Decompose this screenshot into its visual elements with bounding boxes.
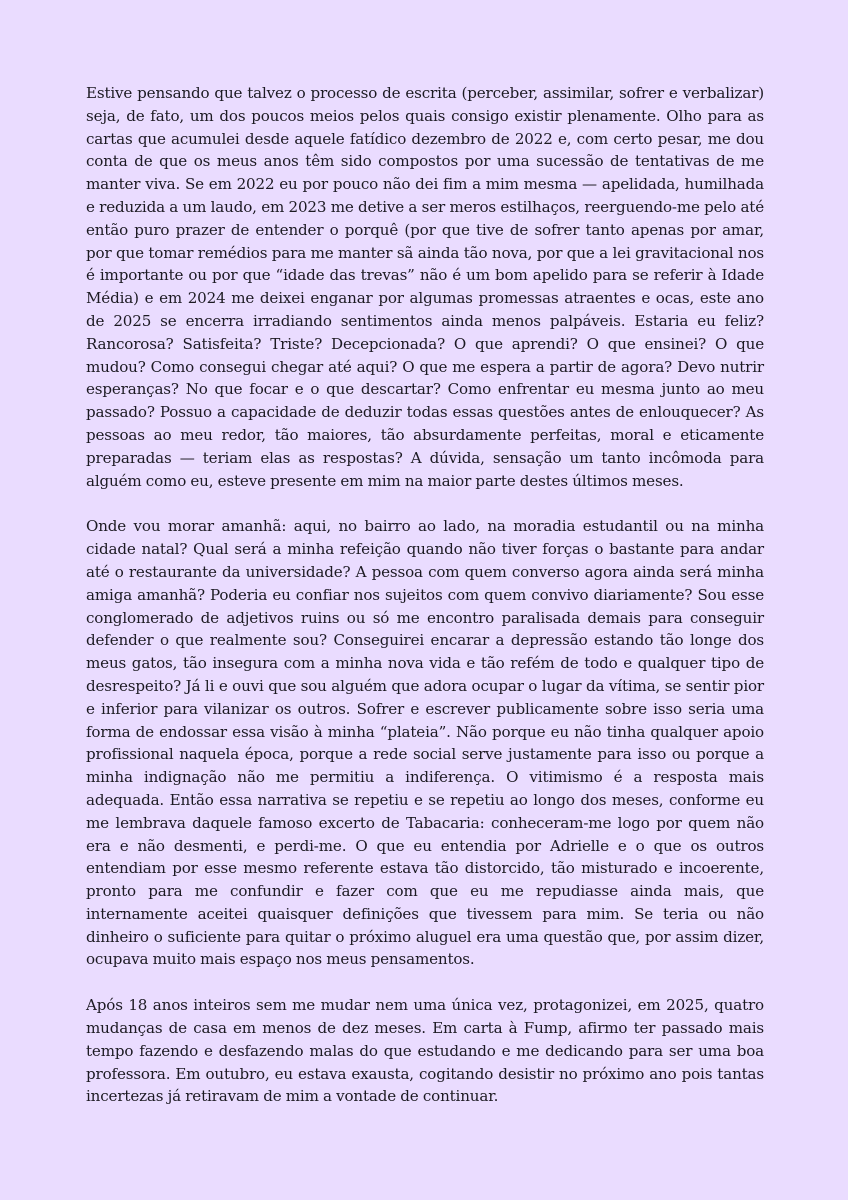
paragraph-1: Estive pensando que talvez o processo de escrita (perceber, assimilar, sofrer e verbalizar) seja, de fato, um dos poucos meios pelos quais consigo existir plenamente. Olho para as cartas que acumulei desde aquele fatídico dezembro de 2022 e, com certo pesar, me dou conta de que os meus anos têm sido compostos por uma sucessão de tentativas de me manter viva. Se em 2022 eu por pouco não dei fim a mim mesma — apelidada, humilhada e reduzida a um laudo, em 2023 me detive a ser meros estilhaços, reerguendo-me pelo até então puro prazer de entender o porquê (por que tive de sofrer tanto apenas por amar, por que tomar remédios para me manter sã ainda tão nova, por que a lei gravitacional nos é importante ou por que “idade das trevas” não é um bom apelido para se referir à Idade Média) e em 2024 me deixei enganar por algumas promessas atraentes e ocas, este ano de 2025 se encerra irradiando sentimentos ainda menos palpáveis. Estaria eu feliz? Rancorosa? Satisfeita? Triste? Decepcionada? O que aprendi? O que ensinei? O que mudou? Como consegui chegar até aqui? O que me espera a partir de agora? Devo nutrir esperanças? No que focar e o que descartar? Como enfrentar eu mesma junto ao meu passado? Possuo a capacidade de deduzir todas essas questões antes de enlouquecer? As pessoas ao meu redor, tão maiores, tão absurdamente perfeitas, moral e eticamente preparadas — teriam elas as respostas? A dúvida, sensação um tanto incômoda para alguém como eu, esteve presente em mim na maior parte destes últimos meses. <box>86 84 764 490</box>
paragraph-3: Após 18 anos inteiros sem me mudar nem uma única vez, protagonizei, em 2025, quatro mudanças de casa em menos de dez meses. Em carta à Fump, afirmo ter passado mais tempo fazendo e desfazendo malas do que estudando e me dedicando para ser uma boa professora. Em outubro, eu estava exausta, cogitando desistir no próximo ano pois tantas incertezas já retiravam de mim a vontade de continuar. <box>86 996 764 1106</box>
paragraph-2: Onde vou morar amanhã: aqui, no bairro ao lado, na moradia estudantil ou na minha cidade natal? Qual será a minha refeição quando não tiver forças o bastante para andar até o restaurante da universidade? A pessoa com quem converso agora ainda será minha amiga amanhã? Poderia eu confiar nos sujeitos com quem convivo diariamente? Sou esse conglomerado de adjetivos ruins ou só me encontro paralisada demais para conseguir defender o que realmente sou? Conseguirei encarar a depressão estando tão longe dos meus gatos, tão insegura com a minha nova vida e tão refém de todo e qualquer tipo de desrespeito? Já li e ouvi que sou alguém que adora ocupar o lugar da vítima, se sentir pior e inferior para vilanizar os outros. Sofrer e escrever publicamente sobre isso seria uma forma de endossar essa visão à minha “plateia”. Não porque eu não tinha qualquer apoio profissional naquela época, porque a rede social serve justamente para isso ou porque a minha indignação não me permitiu a indiferença. O vitimismo é a resposta mais adequada. Então essa narrativa se repetiu e se repetiu ao longo dos meses, conforme eu me lembrava daquele famoso excerto de Tabacaria: conheceram-me logo por quem não era e não desmenti, e perdi-me. O que eu entendia por Adrielle e o que os outros entendiam por esse mesmo referente estava tão distorcido, tão misturado e incoerente, pronto para me confundir e fazer com que eu me repudiasse ainda mais, que internamente aceitei quaisquer definições que tivessem para mim. Se teria ou não dinheiro o suficiente para quitar o próximo aluguel era uma questão que, por assim dizer, ocupava muito mais espaço nos meus pensamentos. <box>86 517 764 969</box>
document-page <box>86 82 764 1131</box>
